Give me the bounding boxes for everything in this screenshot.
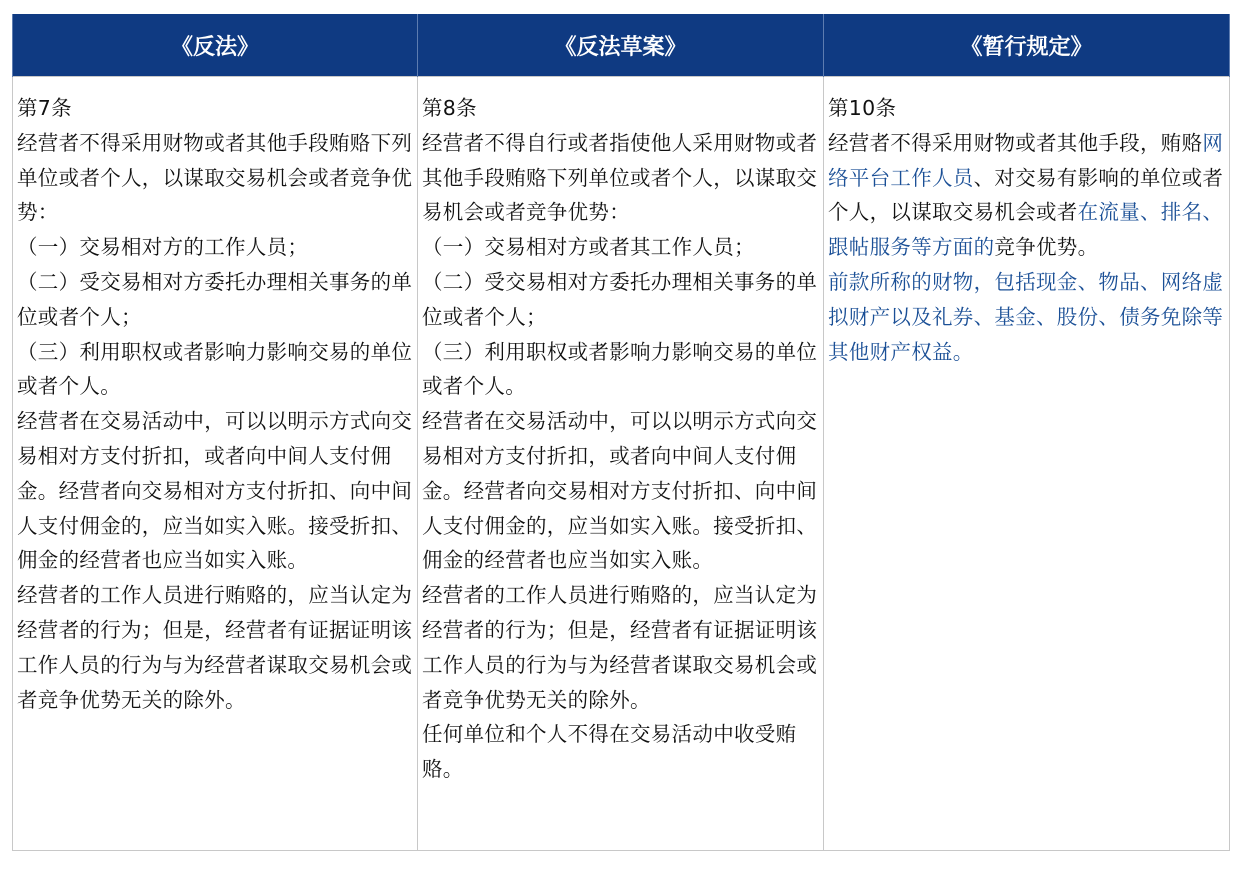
highlighted-paragraph: 前款所称的财物，包括现金、物品、网络虚拟财产以及礼券、基金、股份、债务免除等其他财产权益。 (828, 269, 1224, 364)
comparison-table-wrapper (12, 14, 1229, 851)
cell-law-draft (418, 77, 824, 851)
law-comparison-table (12, 14, 1230, 851)
cell-anti-unfair-competition-law (13, 77, 418, 851)
highlighted-text: 网络平台工作人员 (828, 130, 1224, 190)
text-segment: 经营者不得采用财物或者其他手段，贿赂 (828, 130, 1203, 155)
header-anti-unfair-competition-law: 《反法》 (13, 14, 418, 77)
highlighted-text: 在流量、排名、跟帖服务等方面的 (828, 200, 1224, 260)
paragraph: 经营者在交易活动中，可以以明示方式向交易相对方支付折扣，或者向中间人支付佣金。经营者向交易相对方支付折扣、向中间人支付佣金的，应当如实入账。接受折扣、佣金的经营者也应当如实入账。 (17, 409, 413, 573)
text-segment: 、对交易有影响的单位或者个人，以谋取交易机会或者 (828, 165, 1224, 225)
paragraph: 经营者的工作人员进行贿赂的，应当认定为经营者的行为；但是，经营者有证据证明该工作人员的行为与为经营者谋取交易机会或者竞争优势无关的除外。 (17, 583, 413, 712)
article-title: 第7条 (17, 96, 72, 120)
paragraph: （一）交易相对方的工作人员； (17, 235, 309, 260)
paragraph: 经营者不得自行或者指使他人采用财物或者其他手段贿赂下列单位或者个人，以谋取交易机会或者竞争优势： (422, 130, 818, 225)
paragraph: 经营者的工作人员进行贿赂的，应当认定为经营者的行为；但是，经营者有证据证明该工作人员的行为与为经营者谋取交易机会或者竞争优势无关的除外。 (422, 583, 818, 712)
cell-interim-provisions (824, 77, 1230, 851)
header-law-draft: 《反法草案》 (418, 14, 824, 77)
text-segment: 竞争优势。 (994, 235, 1099, 260)
paragraph: （二）受交易相对方委托办理相关事务的单位或者个人； (17, 269, 413, 329)
article-title: 第10条 (828, 96, 897, 120)
paragraph: （三）利用职权或者影响力影响交易的单位或者个人。 (422, 339, 818, 399)
header-interim-provisions: 《暂行规定》 (824, 14, 1230, 77)
paragraph: （一）交易相对方或者其工作人员； (422, 235, 755, 260)
paragraph: （三）利用职权或者影响力影响交易的单位或者个人。 (17, 339, 413, 399)
paragraph: （二）受交易相对方委托办理相关事务的单位或者个人； (422, 269, 818, 329)
article-title: 第8条 (422, 96, 477, 120)
paragraph: 经营者不得采用财物或者其他手段贿赂下列单位或者个人，以谋取交易机会或者竞争优势： (17, 130, 413, 225)
header-row (13, 14, 1230, 77)
content-row (13, 77, 1230, 851)
paragraph: 任何单位和个人不得在交易活动中收受贿赂。 (422, 722, 797, 782)
paragraph: 经营者在交易活动中，可以以明示方式向交易相对方支付折扣，或者向中间人支付佣金。经营者向交易相对方支付折扣、向中间人支付佣金的，应当如实入账。接受折扣、佣金的经营者也应当如实入账。 (422, 409, 818, 573)
paragraph (828, 126, 1225, 265)
